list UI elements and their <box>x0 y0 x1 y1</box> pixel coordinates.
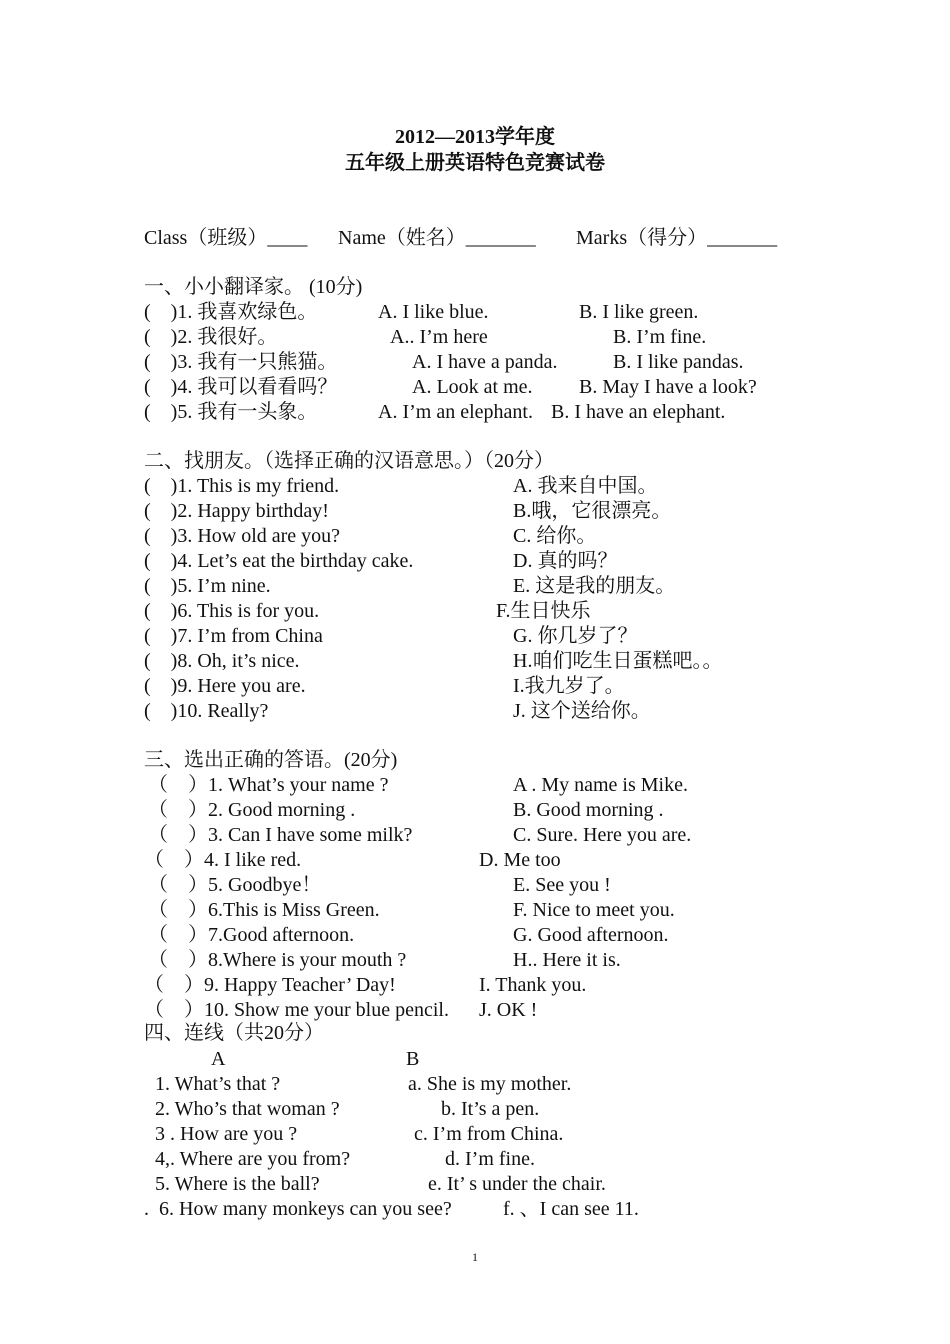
s3-option-1: A . My name is Mike. <box>513 774 688 796</box>
s3-option-2: B. Good morning . <box>513 799 664 821</box>
s1-question-4: ( )4. 我可以看看吗？ <box>144 376 338 398</box>
s3-question-1: （ ）1. What’s your name ? <box>148 774 389 796</box>
s3-question-9: （ ）9. Happy Teacher’ Day! <box>144 974 396 996</box>
s4-right-6: f. 、I can see 11. <box>503 1198 639 1220</box>
exam-title: 五年级上册英语特色竞赛试卷 <box>345 152 605 174</box>
s3-question-7: （ ）7.Good afternoon. <box>148 924 355 946</box>
s2-question-9: ( )9. Here you are. <box>144 675 306 697</box>
section2-heading: 二、找朋友。（选择正确的汉语意思。）（20分） <box>144 450 554 472</box>
s4-right-5: e. It’ s under the chair. <box>428 1173 606 1195</box>
s4-right-2: b. It’s a pen. <box>441 1098 540 1120</box>
page-number: 1 <box>472 1250 478 1264</box>
year-title: 2012—2013学年度 <box>395 126 555 148</box>
s2-option-7: G. 你几岁了？ <box>513 625 638 647</box>
s1-option-b-2: B. I’m fine. <box>613 326 707 348</box>
s1-option-a-4: A. Look at me. <box>412 376 533 398</box>
s1-question-5: ( )5. 我有一头象。 <box>144 401 318 423</box>
s1-option-a-5: A. I’m an elephant. <box>378 401 533 423</box>
s4-left-4: 4,. Where are you from? <box>155 1148 351 1170</box>
s2-option-10: J. 这个送给你。 <box>513 700 651 722</box>
s3-option-9: I. Thank you. <box>479 974 587 996</box>
column-b-label: B <box>406 1048 420 1070</box>
s2-option-2: B.哦，它很漂亮。 <box>513 500 672 522</box>
s2-question-1: ( )1. This is my friend. <box>144 475 340 497</box>
column-a-label: A <box>211 1048 226 1070</box>
s2-option-4: D. 真的吗？ <box>513 550 618 572</box>
s1-option-a-2: A.. I’m here <box>390 326 488 348</box>
s2-question-2: ( )2. Happy birthday! <box>144 500 329 522</box>
s2-option-3: C. 给你。 <box>513 525 597 547</box>
s2-question-3: ( )3. How old are you? <box>144 525 341 547</box>
marks-field: Marks（得分）_______ <box>576 227 778 249</box>
s4-left-2: 2. Who’s that woman ? <box>155 1098 340 1120</box>
s3-option-8: H.. Here it is. <box>513 949 621 971</box>
s3-question-6: （ ）6.This is Miss Green. <box>148 899 380 921</box>
s2-option-1: A. 我来自中国。 <box>513 475 658 497</box>
s4-right-4: d. I’m fine. <box>445 1148 535 1170</box>
s3-question-3: （ ）3. Can I have some milk? <box>148 824 413 846</box>
s2-option-9: I.我九岁了。 <box>513 675 625 697</box>
s1-question-2: ( )2. 我很好。 <box>144 326 278 348</box>
s3-question-4: （ ）4. I like red. <box>144 849 302 871</box>
s1-option-b-1: B. I like green. <box>579 301 699 323</box>
s1-option-b-4: B. May I have a look? <box>579 376 757 398</box>
s4-right-1: a. She is my mother. <box>408 1073 572 1095</box>
s3-option-6: F. Nice to meet you. <box>513 899 675 921</box>
section4-heading: 四、连线（共20分） <box>144 1022 324 1044</box>
s2-option-8: H.咱们吃生日蛋糕吧。。 <box>513 650 723 672</box>
section1-heading: 一、小小翻译家。 (10分) <box>144 276 363 298</box>
s2-question-6: ( )6. This is for you. <box>144 600 320 622</box>
section3-heading: 三、选出正确的答语。(20分) <box>144 749 398 771</box>
s3-question-8: （ ）8.Where is your mouth ? <box>148 949 407 971</box>
s3-question-5: （ ）5. Goodbye！ <box>148 874 322 896</box>
s2-question-4: ( )4. Let’s eat the birthday cake. <box>144 550 414 572</box>
s1-question-3: ( )3. 我有一只熊猫。 <box>144 351 338 373</box>
s3-option-5: E. See you ! <box>513 874 611 896</box>
s3-option-4: D. Me too <box>479 849 561 871</box>
s2-question-7: ( )7. I’m from China <box>144 625 323 647</box>
name-field: Name（姓名）_______ <box>338 227 536 249</box>
s4-left-3: 3 . How are you ? <box>155 1123 298 1145</box>
class-field: Class（班级）____ <box>144 227 308 249</box>
s2-question-10: ( )10. Really? <box>144 700 269 722</box>
s3-question-10: （ ）10. Show me your blue pencil. <box>144 999 449 1021</box>
s1-option-a-1: A. I like blue. <box>378 301 489 323</box>
s2-question-5: ( )5. I’m nine. <box>144 575 271 597</box>
s1-option-b-3: B. I like pandas. <box>613 351 744 373</box>
s4-left-5: 5. Where is the ball? <box>155 1173 320 1195</box>
s2-option-5: E. 这是我的朋友。 <box>513 575 676 597</box>
s4-left-6: . 6. How many monkeys can you see? <box>144 1198 452 1220</box>
s3-question-2: （ ）2. Good morning . <box>148 799 356 821</box>
s3-option-10: J. OK ! <box>479 999 538 1021</box>
s1-question-1: ( )1. 我喜欢绿色。 <box>144 301 318 323</box>
s3-option-3: C. Sure. Here you are. <box>513 824 692 846</box>
s4-right-3: c. I’m from China. <box>414 1123 564 1145</box>
s2-question-8: ( )8. Oh, it’s nice. <box>144 650 300 672</box>
s3-option-7: G. Good afternoon. <box>513 924 669 946</box>
s1-option-a-3: A. I have a panda. <box>412 351 558 373</box>
s2-option-6: F.生日快乐 <box>496 600 591 622</box>
s1-option-b-5: B. I have an elephant. <box>551 401 726 423</box>
s4-left-1: 1. What’s that ? <box>155 1073 281 1095</box>
